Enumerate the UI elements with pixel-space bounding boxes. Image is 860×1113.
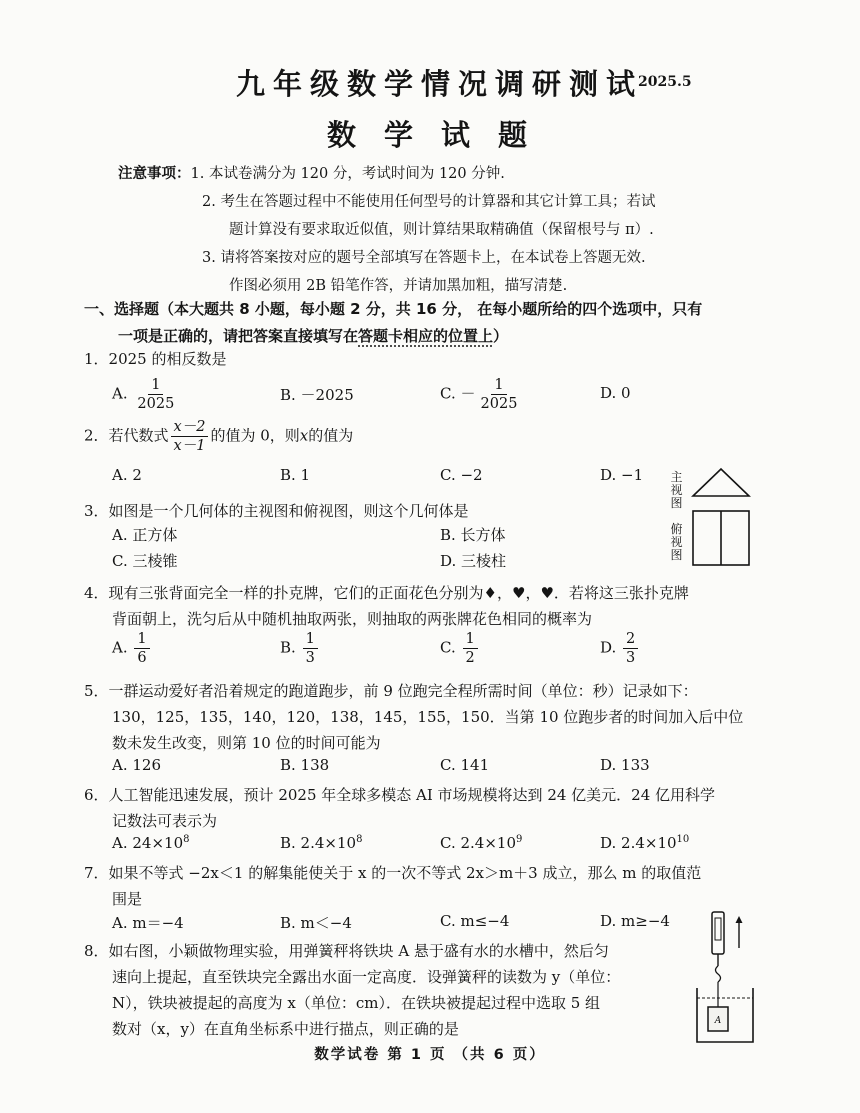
question-7-line-2: 围是 [112, 890, 143, 908]
question-6-option-c: C. $2.4\times 10^9$ [440, 834, 523, 852]
question-8-line-2: 速向上提起，直至铁块完全露出水面一定高度．设弹簧秤的读数为 y（单位： [112, 968, 621, 986]
question-6-line-2: 记数法可表示为 [112, 812, 218, 830]
arrow-head-icon [736, 916, 743, 923]
question-5-option-b: B. 138 [280, 756, 330, 774]
front-view-triangle [693, 469, 749, 496]
question-4-option-b: B. $\frac{1}{3}$ [280, 630, 320, 667]
notes-label: 注意事项： [118, 166, 191, 182]
question-7-option-d: D. m≥−4 [600, 912, 670, 930]
section-line-1: 一、选择题（本大题共 8 小题，每小题 2 分，共 16 分， 在每小题所给的四个选项中，只有 [84, 300, 703, 318]
question-4-option-d: D. $\frac{2}{3}$ [600, 630, 640, 667]
question-7-option-b: B. m＜−4 [280, 914, 352, 932]
question-3-option-c: C. 三棱锥 [112, 552, 178, 570]
question-6-line-1: 6．人工智能迅速发展，预计 2025 年全球多模态 AI 市场规模将达到 24 亿美元．24 亿用科学 [84, 786, 716, 804]
exam-subtitle: 数学试题 [327, 118, 556, 152]
spring-scale-window [715, 918, 721, 940]
question-8-line-1: 8．如右图，小颖做物理实验，用弹簧秤将铁块 A 悬于盛有水的水槽中，然后匀 [84, 942, 609, 960]
section-emphasis: 答题卡相应的位置上 [358, 327, 494, 345]
question-6-option-d: D. $2.4\times 10^{10}$ [600, 834, 690, 852]
question-5-line-2: 130，125，135，140，120，138，145，155，150．当第 10 位跑步者的时间加入后中位 [112, 708, 744, 726]
exam-date: 2025.5 [638, 74, 692, 90]
question-6-option-a: A. $24\times 10^8$ [112, 834, 190, 852]
question-1-option-a: A. $\frac{1}{2025}$ [112, 377, 175, 412]
section-line-2: 一项是正确的，请把答案直接填写在答题卡相应的位置上） [118, 327, 509, 345]
question-3-option-d: D. 三棱柱 [440, 552, 507, 570]
question-2-option-c: C. −2 [440, 466, 483, 484]
section-heading [84, 296, 702, 350]
hook-curl [716, 966, 721, 982]
exam-title: 九年级数学情况调研测试 [236, 67, 644, 101]
question-3-stem: 3．如图是一个几何体的主视图和俯视图，则这个几何体是 [84, 502, 469, 520]
question-4-line-2: 背面朝上，洗匀后从中随机抽取两张，则抽取的两张牌花色相同的概率为 [112, 610, 593, 628]
note-item-3a: 3. 请将答案按对应的题号全部填写在答题卡上，在本试卷上答题无效. [202, 250, 646, 266]
question-3-option-a: A. 正方体 [112, 526, 178, 544]
question-4-line-1: 4．现有三张背面完全一样的扑克牌，它们的正面花色分别为♦，♥，♥．若将这三张扑克牌 [84, 584, 689, 602]
q3-views-figure [690, 466, 752, 568]
question-5-line-1: 5．一群运动爱好者沿着规定的跑道跑步，前 9 位跑完全程所需时间（单位：秒）记录如下： [84, 682, 698, 700]
question-2-option-b: B. 1 [280, 466, 311, 484]
question-5-option-c: C. 141 [440, 756, 490, 774]
question-4-option-c: C. $\frac{1}{2}$ [440, 630, 480, 667]
spring-scale-figure [694, 910, 756, 1046]
question-5-line-3: 数未发生改变，则第 10 位的时间可能为 [112, 734, 381, 752]
question-4-option-a: A. $\frac{1}{6}$ [112, 630, 152, 667]
question-6-option-b: B. $2.4\times 10^8$ [280, 834, 363, 852]
question-1-option-c: C. － $\frac{1}{2025}$ [440, 377, 518, 412]
question-7-option-c: C. m≤−4 [440, 912, 510, 930]
question-1-option-d: D. 0 [600, 384, 631, 402]
question-1-stem: 1．2025 的相反数是 [84, 350, 227, 368]
question-7-option-a: A. m＝−4 [112, 914, 184, 932]
note-item-2b: 题计算没有要求取近似值，则计算结果取精确值（保留根号与 π）. [229, 222, 654, 238]
question-8-line-4: 数对（x，y）在直角坐标系中进行描点，则正确的是 [112, 1020, 459, 1038]
note-item-2a: 2. 考生在答题过程中不能使用任何型号的计算器和其它计算工具；若试 [202, 194, 656, 210]
front-view-label: 主视图 [670, 470, 683, 510]
notes-block [118, 160, 655, 300]
question-2-stem: 2．若代数式 $\frac{x-2}{x-1}$ 的值为 0，则x的值为 [84, 419, 354, 454]
question-7-line-1: 7．如果不等式 −2x＜1 的解集能使关于 x 的一次不等式 2x＞m＋3 成立，那么 m 的取值范 [84, 864, 702, 882]
question-8-line-3: N），铁块被提起的高度为 x（单位：cm）．在铁块被提起过程中选取 5 组 [112, 994, 601, 1012]
note-item-1: 1. 本试卷满分为 120 分，考试时间为 120 分钟. [190, 166, 505, 182]
question-1-option-b: B. －2025 [280, 386, 354, 404]
iron-block-label: A [714, 1016, 722, 1026]
question-2-option-d: D. −1 [600, 466, 644, 484]
note-item-3b: 作图必须用 2B 铅笔作答，并请加黑加粗，描写清楚. [229, 278, 568, 294]
question-2-option-a: A. 2 [112, 466, 142, 484]
page-footer: 数学试卷 第 1 页 （共 6 页） [314, 1047, 546, 1063]
question-5-option-d: D. 133 [600, 756, 650, 774]
top-view-label: 俯视图 [670, 522, 683, 562]
question-3-option-b: B. 长方体 [440, 526, 506, 544]
question-5-option-a: A. 126 [112, 756, 161, 774]
